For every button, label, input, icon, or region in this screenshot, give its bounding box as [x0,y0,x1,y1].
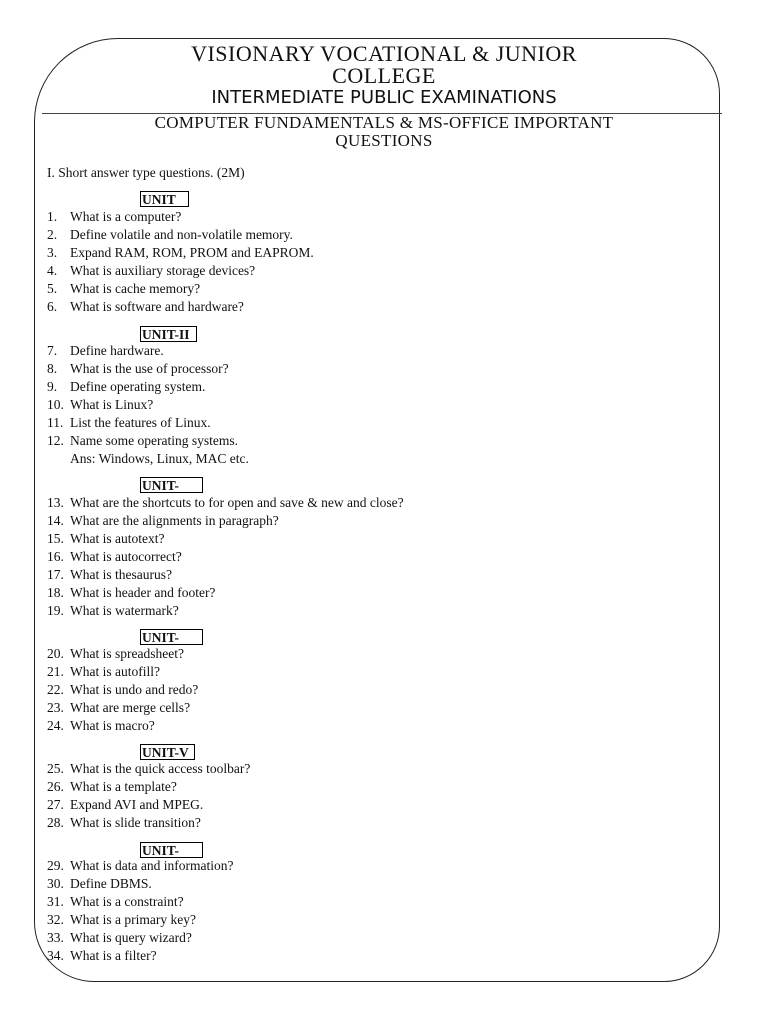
question-item: 12. Name some operating systems. [47,433,238,448]
question-item: 22. What is undo and redo? [47,682,199,697]
question-item: 1. What is a computer? [47,209,182,224]
college-name-line1: VISIONARY VOCATIONAL & JUNIOR [191,41,577,66]
question-item: 21. What is autofill? [47,664,160,679]
question-item: 25. What is the quick access toolbar? [47,761,251,776]
question-item: 30. Define DBMS. [47,876,152,891]
unit-label-4: UNIT- [140,629,203,645]
question-item: 17. What is thesaurus? [47,567,172,582]
unit-label-2: UNIT-II [140,326,197,342]
unit-label-5: UNIT-V [140,744,195,760]
question-item: 5. What is cache memory? [47,281,201,296]
question-item: 31. What is a constraint? [47,894,184,909]
question-item: 26. What is a template? [47,779,177,794]
question-item: 28. What is slide transition? [47,815,201,830]
question-item: 8. What is the use of processor? [47,361,229,376]
question-item: 4. What is auxiliary storage devices? [47,263,256,278]
unit-label-6: UNIT- [140,842,203,858]
subject-heading-line2: QUESTIONS [335,131,433,150]
question-item: 7. Define hardware. [47,343,164,358]
question-item: 32. What is a primary key? [47,912,196,927]
question-item: 3. Expand RAM, ROM, PROM and EAPROM. [47,245,314,260]
question-item: 14. What are the alignments in paragraph? [47,513,279,528]
question-item: 2. Define volatile and non-volatile memory. [47,227,293,242]
question-item: 33. What is query wizard? [47,930,192,945]
college-name-line2: COLLEGE [332,63,436,88]
question-item: 29. What is data and information? [47,858,234,873]
question-item: 6. What is software and hardware? [47,299,244,314]
question-item: 34. What is a filter? [47,948,157,963]
question-item: 11. List the features of Linux. [47,415,211,430]
question-item: 16. What is autocorrect? [47,549,182,564]
question-item: 13. What are the shortcuts to for open and save & new and close? [47,495,404,510]
question-item: 19. What is watermark? [47,603,179,618]
answer-text: Ans: Windows, Linux, MAC etc. [70,451,249,466]
question-item: 15. What is autotext? [47,531,165,546]
question-item: 24. What is macro? [47,718,155,733]
unit-label-3: UNIT- [140,477,203,493]
exam-title: INTERMEDIATE PUBLIC EXAMINATIONS [211,87,557,108]
question-item: 23. What are merge cells? [47,700,191,715]
subject-heading-line1: COMPUTER FUNDAMENTALS & MS-OFFICE IMPORTANT [154,113,614,132]
question-item: 27. Expand AVI and MPEG. [47,797,204,812]
section-intro: I. Short answer type questions. (2M) [47,165,245,180]
unit-label-1: UNIT [140,191,189,207]
question-item: 20. What is spreadsheet? [47,646,184,661]
question-item: 9. Define operating system. [47,379,206,394]
question-item: 18. What is header and footer? [47,585,216,600]
question-item: 10. What is Linux? [47,397,154,412]
